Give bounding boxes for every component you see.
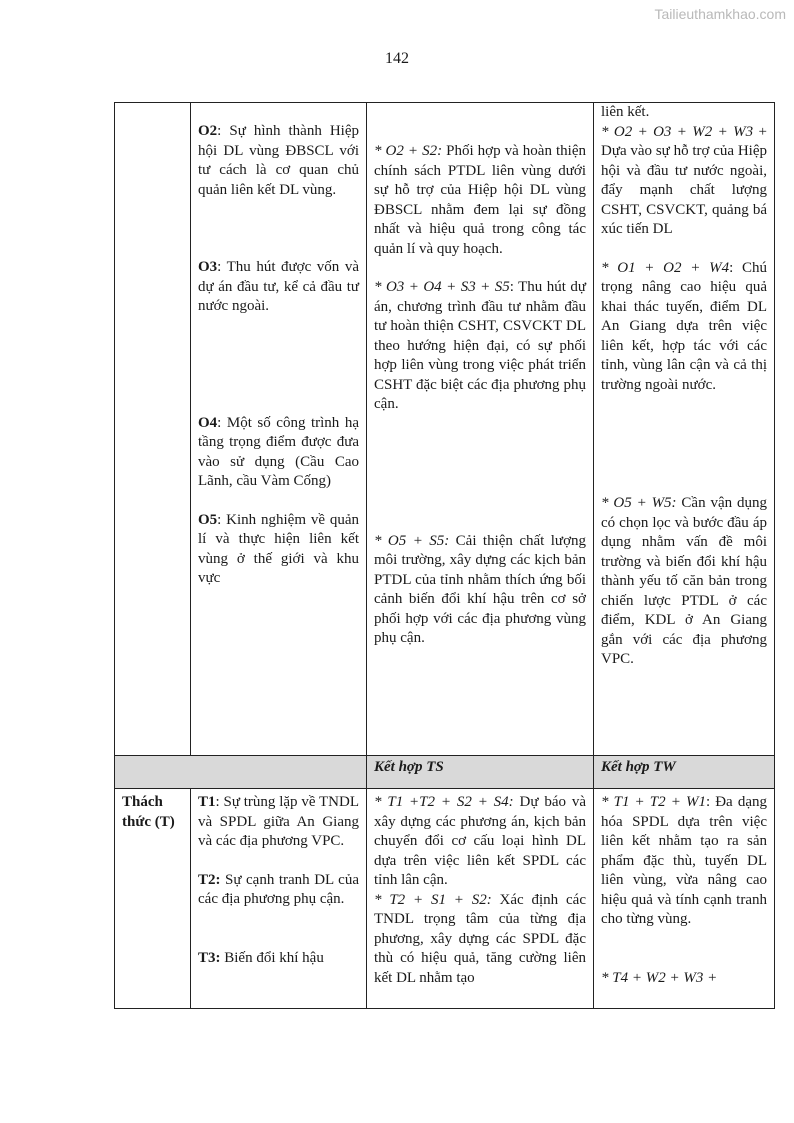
threat-t3: T3: Biến đổi khí hậu <box>198 949 324 966</box>
tw-strategy-1: * T1 + T2 + W1: Đa dạng hóa SPDL dựa trên việc liên kết nhằm tạo ra sản phẩm đặc thù, tuyến DL liên vùng, vừa nâng cao hiệu quả và tính cạnh tranh cho từng vùng. <box>601 794 767 927</box>
table-row <box>115 103 775 756</box>
tw-strategy-2: * T4 + W2 + W3 + <box>601 969 718 986</box>
ts-header-cell: Kết hợp TS <box>367 756 594 789</box>
opportunities-cell <box>191 103 367 756</box>
so-strategy-2: * O3 + O4 + S3 + S5: Thu hút dự án, chương trình đầu tư nhằm đầu tư hoàn thiện CSHT, CSVCKT DL theo hướng hiện đại, có sự phối hợp liên vùng trong việc phát triển CSHT đặc biệt các địa phương phụ cận. <box>374 279 587 412</box>
page-number: 142 <box>385 50 409 67</box>
opportunity-o2: O2: Sự hình thành Hiệp hội DL vùng ĐBSCL với tư cách là cơ quan chủ quản liên kết DL vùng. <box>198 123 359 198</box>
ts-strategy-1: * T1 +T2 + S2 + S4: Dự báo và xây dựng các phương án, kịch bản chuyển đổi cơ cấu loại hình DL dựa trên việc liên kết SPDL các tỉnh lân cận. <box>374 794 587 888</box>
tw-strategies-cell <box>594 789 775 1009</box>
factor-label-cell <box>115 103 191 756</box>
threats-label: Thách thức (T) <box>122 794 175 830</box>
so-strategy-1: * O2 + S2: Phối hợp và hoàn thiện chính sách PTDL liên vùng dưới sự hỗ trợ của Hiệp hội DL vùng ĐBSCL nhằm đem lại sự đồng nhất và hiệu quả trong công tác quản lí và quy hoạch. <box>374 143 586 257</box>
threat-t1: T1: Sự trùng lặp về TNDL và SPDL giữa An Giang và các địa phương VPC. <box>198 794 359 849</box>
wo-strategy-1: * O2 + O3 + W2 + W3 + Dựa vào sự hỗ trợ của Hiệp hội và đầu tư nước ngoài, đẩy mạnh chất lượng CSHT, CSVCKT, quảng bá xúc tiến DL <box>601 123 767 237</box>
tw-header-cell: Kết hợp TW <box>594 756 775 789</box>
so-strategies-cell <box>367 103 594 756</box>
threats-cell <box>191 789 367 1009</box>
swot-matrix-table <box>114 102 775 1009</box>
ts-strategies-cell <box>367 789 594 1009</box>
empty-header-cell <box>115 756 367 789</box>
wo-strategies-cell <box>594 103 775 756</box>
wo-strategy-0: liên kết. <box>601 104 650 120</box>
so-strategy-3: * O5 + S5: Cải thiện chất lượng môi trường, xây dựng các kịch bản PTDL của tỉnh nhằm thích ứng bối cảnh biến đổi khí hậu trên cơ sở phối hợp với các địa phương vùng phụ cận. <box>374 532 586 646</box>
opportunity-o4: O4: Một số công trình hạ tầng trọng điểm được đưa vào sử dụng (Cầu Cao Lãnh, cầu Vàm Cống) <box>198 414 359 489</box>
threats-label-cell <box>115 789 191 1009</box>
threat-t2: T2: Sự cạnh tranh DL của các địa phương phụ cận. <box>198 871 359 907</box>
table-row <box>115 789 775 1009</box>
wo-strategy-3: * O5 + W5: Cần vận dụng có chọn lọc và bước đầu áp dụng nhằm vấn đề môi trường và biến đổi khí hậu thành yếu tố căn bản trong chiến lược PTDL ở các điểm, KDL ở An Giang gắn với các địa phương VPC. <box>601 495 767 667</box>
ts-strategy-2: * T2 + S1 + S2: Xác định các TNDL trọng tâm của từng địa phương, xây dựng các SPDL đặc thù có hiệu quả, tăng cường liên kết DL nhằm tạo <box>374 891 586 986</box>
table-row <box>115 756 775 789</box>
wo-strategy-2: * O1 + O2 + W4: Chú trọng nâng cao hiệu quả khai thác tuyến, điểm DL An Giang dựa trên việc liên kết, hợp tác với các tỉnh, vùng lân cận và cả thị trường ngoài nước. <box>601 259 767 393</box>
watermark: Tailieuthamkhao.com <box>654 6 786 22</box>
opportunity-o5: O5: Kinh nghiệm về quản lí và thực hiện liên kết vùng ở thế giới và khu vực <box>198 511 359 586</box>
opportunity-o3: O3: Thu hút được vốn và dự án đầu tư, kể cả đầu tư nước ngoài. <box>198 259 359 314</box>
